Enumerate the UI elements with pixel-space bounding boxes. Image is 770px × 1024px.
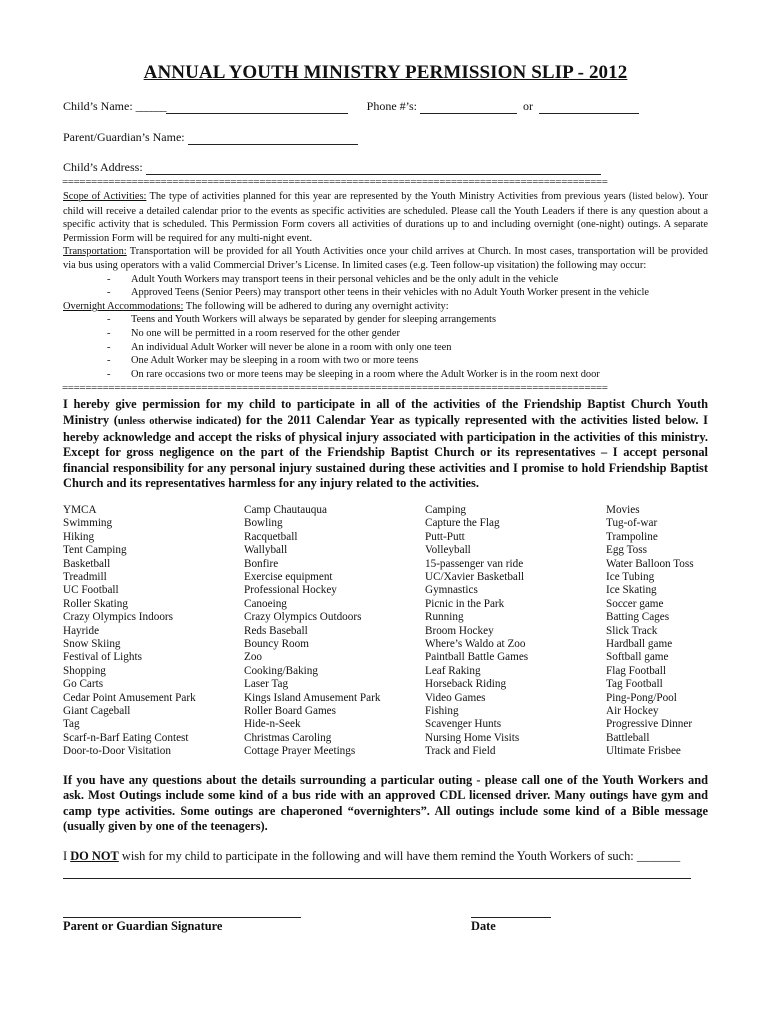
activity-item: Cooking/Baking [244,664,318,677]
activity-item: Zoo [244,651,263,664]
activity-item: Nursing Home Visits [425,731,520,744]
overnight-text: The following will be adhered to during any overnight activity: [183,300,449,312]
activity-item: Hardball game [606,637,673,650]
permission-text-a: I hereby give permission for my child to participate in all of the activities of the Friendship Baptist Church Youth Ministry ( [63,397,708,427]
permission-statement [63,397,708,492]
phone-field-1[interactable] [420,102,517,114]
activity-item: Leaf Raking [425,664,481,677]
list-item: - No one will be permitted in a room reserved for the other gender [107,327,400,339]
child-name-phone-row [63,94,708,114]
activity-item: Ice Skating [606,584,657,597]
activity-item: YMCA [63,503,97,516]
transportation-item: Approved Teens (Senior Peers) may transport other teens in their vehicles with no Adult Youth Worker present in the vehicle [131,287,650,299]
activity-item: UC/Xavier Basketball [425,570,525,583]
child-name-prefill: ______ [135,99,166,113]
activity-item: Tug-of-war [606,517,658,530]
activity-item: Picnic in the Park [425,597,505,610]
activity-item: Cottage Prayer Meetings [244,745,356,758]
guardian-name-label: Parent/Guardian’s Name: [63,130,185,144]
activities-column [606,504,706,759]
scope-paragraph [63,190,708,245]
unless-otherwise-note: unless otherwise indicated [117,415,238,427]
activity-item: Crazy Olympics Indoors [63,611,173,624]
activity-item: Laser Tag [244,678,289,691]
activity-item: Fishing [425,704,459,717]
activity-item: Kings Island Amusement Park [244,691,381,704]
transportation-text: Transportation will be provided for all Youth Activities once your child arrives at Church. In most cases, transportation will be provided via bus using operators with a valid Commercial Driver’s License. In limited cases (e.g. Teen follow-up visitation) the following may occur: [63,246,708,271]
list-item: - An individual Adult Worker will never be alone in a room with only one teen [107,341,452,353]
activity-item: Tag Football [606,678,663,691]
activity-item: Tent Camping [63,544,127,557]
activity-item: Tag [63,718,80,731]
do-not-emphasis: DO NOT [70,848,119,863]
signature-row [63,917,708,934]
address-row [63,155,708,175]
activity-item: Hiking [63,530,95,543]
listed-below-note: listed below [632,192,679,202]
activity-item: Where’s Waldo at Zoo [425,637,526,650]
document-title: ANNUAL YOUTH MINISTRY PERMISSION SLIP - 2012 [143,62,628,83]
phone-or-label: or [523,99,534,113]
activity-item: Wallyball [244,544,288,557]
transportation-list [63,273,708,300]
phone-field-2[interactable] [539,102,639,114]
activity-item: Flag Football [606,664,666,677]
activity-item: Soccer game [606,597,664,610]
list-item: - Adult Youth Workers may transport teens in their personal vehicles and be the only adult in the vehicle [107,273,559,285]
activity-item: Track and Field [425,745,496,758]
activity-item: Water Balloon Toss [606,557,694,570]
permission-slip-document [63,62,708,934]
permission-text-b: ) for the 2011 Calendar Year as typically represented with the activities listed below. I hereby acknowledge and accept the risks of physical injury associated with participation in the activities of this ministry. Except for gross negligence on the part of the Friendship Baptist Church or its representatives – I accept personal financial responsibility for any personal injury sustained during these activities and I promise to hold Friendship Baptist Church and its representatives harmless for any injury related to the activities. [63,412,708,491]
questions-paragraph: If you have any questions about the details surrounding a particular outing - please call one of the Youth Workers and ask. Most Outings include some kind of a bus ride with an approved CDL licensed driver. Many outings have gym and camp type activities. Some outings are chaperoned “overnighters”. All outings include some kind of a Bible message (usually given by one of the teenagers). [63,772,708,834]
transportation-paragraph [63,245,708,272]
list-item: - Teens and Youth Workers will always be separated by gender for sleeping arrangements [107,314,496,326]
guardian-signature-block[interactable] [63,917,301,934]
activity-item: Camping [425,503,467,516]
activity-item: Egg Toss [606,544,647,557]
separator-line: ============================================================================================== [62,383,608,395]
activity-item: Giant Cageball [63,704,131,717]
activity-item: Gymnastics [425,584,478,597]
activity-item: Putt-Putt [425,530,465,543]
overnight-list [63,313,708,381]
activity-item: Paintball Battle Games [425,651,529,664]
overnight-item: One Adult Worker may be sleeping in a room with two or more teens [131,355,419,367]
scope-text-a: The type of activities planned for this year are represented by the Youth Ministry Activities from previous years ( [146,191,633,202]
child-name-label: Child’s Name: [63,99,133,113]
activity-item: Ice Tubing [606,570,655,583]
activity-item: Air Hockey [606,704,659,717]
child-address-label: Child’s Address: [63,160,143,174]
activity-item: Snow Skiing [63,637,121,650]
transportation-item: Adult Youth Workers may transport teens in their personal vehicles and be the only adult in the vehicle [131,273,559,285]
activity-item: UC Football [63,584,119,597]
activity-item: Shopping [63,664,106,677]
activity-item: Bonfire [244,557,279,570]
phone-label: Phone #’s: [366,99,418,113]
activity-item: Batting Cages [606,611,670,624]
activity-item: Battleball [606,731,650,744]
activity-item: Basketball [63,557,111,570]
activity-item: Crazy Olympics Outdoors [244,611,362,624]
activities-column [425,504,606,759]
activities-column [244,504,425,759]
child-name-field[interactable] [166,102,348,114]
activity-item: Bouncy Room [244,637,309,650]
activity-item: Running [425,611,464,624]
activity-item: Bowling [244,517,283,530]
activity-item: Hide-n-Seek [244,718,301,731]
activity-item: Trampoline [606,530,658,543]
activity-item: Door-to-Door Visitation [63,745,171,758]
activity-item: Hayride [63,624,100,637]
activity-item: Festival of Lights [63,651,142,664]
activity-item: Horseback Riding [425,678,507,691]
list-item: - One Adult Worker may be sleeping in a room with two or more teens [107,355,419,367]
activity-item: Softball game [606,651,669,664]
overnight-item: Teens and Youth Workers will always be separated by gender for sleeping arrangements [131,314,496,326]
overnight-item: On rare occasions two or more teens may be sleeping in a room where the Adult Worker is in the room next door [131,368,600,380]
list-item: - On rare occasions two or more teens may be sleeping in a room where the Adult Worker is in the room next door [107,368,600,380]
date-block[interactable] [471,917,551,934]
activity-item: Video Games [425,691,486,704]
activity-item: Slick Track [606,624,658,637]
activity-item: Capture the Flag [425,517,500,530]
scope-heading: Scope of Activities: [63,191,147,202]
scope-text-b: ). Your child will receive a detailed calendar prior to the events as specific activities are scheduled. Please call the Youth Leaders if there is any question about a specific activity that is scheduled. This Permission Form covers all activities of durations up to and including overnight (one-night) outings. A separate Permission Form will be required for any multi-night event. [63,191,708,244]
activity-item: Scarf-n-Barf Eating Contest [63,731,189,744]
activity-item: Treadmill [63,570,107,583]
activity-item: Professional Hockey [244,584,337,597]
overnight-item: No one will be permitted in a room reserved for the other gender [131,327,400,339]
activity-item: Ultimate Frisbee [606,745,681,758]
activity-item: Scavenger Hunts [425,718,502,731]
activity-item: Go Carts [63,678,104,691]
overnight-item: An individual Adult Worker will never be alone in a room with only one teen [131,341,452,353]
activities-table [63,504,708,759]
transportation-heading: Transportation: [63,246,127,258]
guardian-name-field[interactable] [188,133,358,145]
activities-column [63,504,244,759]
activity-item: Racquetball [244,530,298,543]
activity-item: Movies [606,503,640,516]
activity-item: Roller Board Games [244,704,336,717]
guardian-row [63,125,708,145]
activity-item: Broom Hockey [425,624,494,637]
child-address-field[interactable] [146,163,601,175]
activity-item: Ping-Pong/Pool [606,691,677,704]
separator-line: ============================================================================================== [62,177,608,188]
overnight-heading: Overnight Accommodations: [63,300,184,312]
activity-item: Progressive Dinner [606,718,693,731]
activity-item: Cedar Point Amusement Park [63,691,196,704]
overnight-paragraph [63,300,708,314]
guardian-signature-label: Parent or Guardian Signature [63,917,301,934]
activity-item: Volleyball [425,544,471,557]
do-not-participate-row [63,849,708,864]
do-not-post: wish for my child to participate in the following and will have them remind the Youth Workers of such: _______ [118,848,681,863]
activity-item: Reds Baseball [244,624,308,637]
activity-item: Swimming [63,517,113,530]
activity-item: Exercise equipment [244,570,333,583]
activity-item: 15-passenger van ride [425,557,524,570]
activity-item: Christmas Caroling [244,731,332,744]
activity-item: Roller Skating [63,597,128,610]
activity-item: Camp Chautauqua [244,503,327,516]
activity-item: Canoeing [244,597,287,610]
date-label: Date [471,917,551,934]
list-item: - Approved Teens (Senior Peers) may transport other teens in their vehicles with no Adult Youth Worker present in the vehicle [107,287,650,299]
do-not-pre: I [63,848,71,863]
exclusions-field[interactable] [63,864,691,879]
